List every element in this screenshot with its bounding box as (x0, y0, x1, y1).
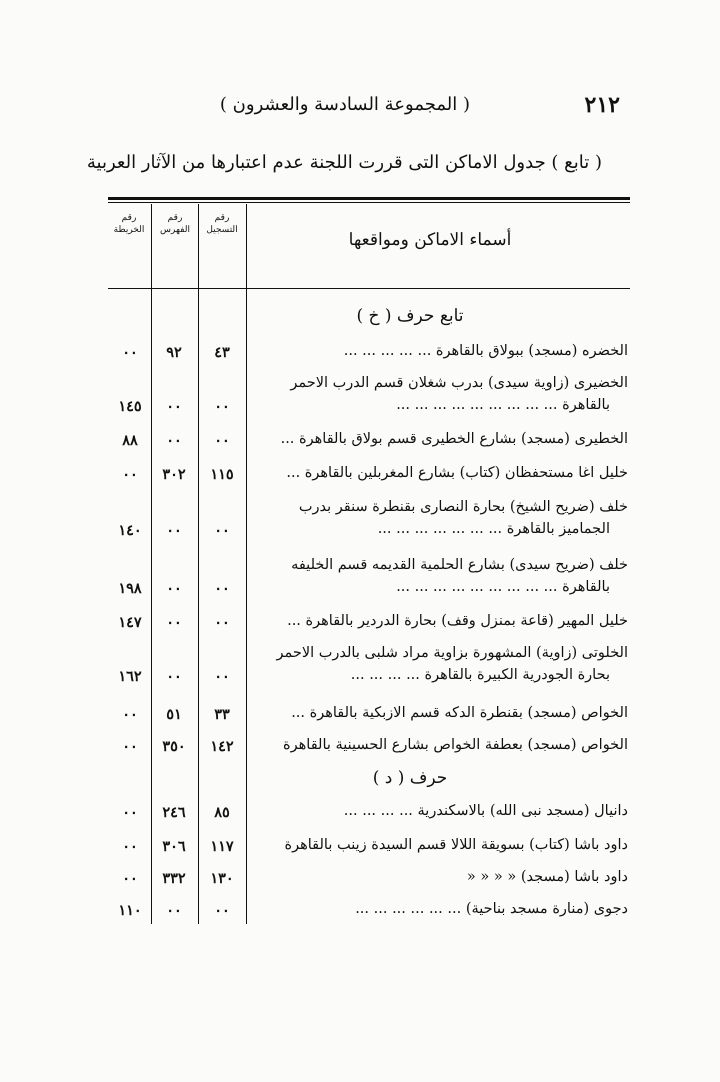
value-col2: ٠٠ (166, 668, 182, 685)
value-col2: ٩٢ (166, 344, 182, 361)
page-header (108, 92, 620, 126)
value-col3: ٨٨ (122, 432, 138, 449)
place-name: خلف (ضريح الشيخ) بحارة النصارى بقنطرة سنقر بدرب الجماميز بالقاهرة ... ... ... ... ... ... ... (298, 499, 628, 537)
value-col1: ٨٥ (214, 804, 230, 821)
page-number: ٢١٢ (584, 92, 620, 118)
value-col1: ٠٠ (214, 614, 230, 631)
value-col1: ١٤٢ (210, 738, 234, 755)
column-header-names: أسماء الاماكن ومواقعها (348, 230, 512, 250)
table-row (108, 898, 628, 922)
value-col2: ٠٠ (166, 614, 182, 631)
value-col1: ١١٧ (210, 838, 234, 855)
value-col1: ١١٥ (210, 466, 234, 483)
table-top-rule-thin (108, 202, 630, 203)
table-row (108, 496, 628, 542)
value-col2: ٠٠ (166, 432, 182, 449)
table-row (108, 340, 628, 364)
value-col3: ٠٠ (122, 344, 138, 361)
value-col3: ١٤٧ (118, 614, 142, 631)
place-name: داود باشا (كتاب) بسويقة اللالا قسم السيدة زينب بالقاهرة (284, 837, 628, 853)
value-col2: ٠٠ (166, 902, 182, 919)
place-name: خلف (ضريح سيدى) بشارع الحلمية القديمه قسم الخليفه بالقاهرة ... ... ... ... ... ... ... ... ... (291, 557, 628, 595)
value-col2: ٣٣٢ (162, 870, 186, 887)
section-heading-d: حرف ( د ) (372, 768, 448, 788)
value-col3: ١٤٠ (118, 522, 142, 539)
table-top-rule (108, 197, 630, 200)
table-row (108, 734, 628, 758)
section-title: ( المجموعة السادسة والعشرون ) (219, 94, 470, 115)
value-col1: ٤٣ (214, 344, 230, 361)
value-col2: ٠٠ (166, 580, 182, 597)
value-col2: ٣٥٠ (162, 738, 186, 755)
value-col2: ٣٠٢ (162, 466, 186, 483)
value-col1: ٠٠ (214, 580, 230, 597)
column-header-col2: رقم الفهرس (160, 213, 190, 235)
table-title: ( تابع ) جدول الاماكن التى قررت اللجنة عدم اعتبارها من الآثار العربية (86, 152, 602, 173)
value-col3: ٠٠ (122, 870, 138, 887)
value-col3: ١٦٢ (118, 668, 142, 685)
place-name: دجوى (منارة مسجد بناحية) ... ... ... ... ... ... (355, 901, 628, 917)
section-heading-kh: تابع حرف ( خ ) (356, 306, 464, 326)
table-row (108, 610, 628, 634)
value-col1: ١٣٠ (210, 870, 234, 887)
table-row (108, 866, 628, 890)
value-col3: ١١٠ (118, 902, 142, 919)
column-header-col1: رقم الخريطة (113, 213, 145, 235)
header-divider-rule (108, 288, 630, 289)
value-col3: ١٤٥ (118, 398, 142, 415)
place-name: دانيال (مسجد نبى الله) بالاسكندرية ... ... ... ... (343, 803, 628, 819)
place-name: الخطيرى (مسجد) بشارع الخطيرى قسم بولاق بالقاهرة ... (280, 431, 628, 447)
value-col1: ٠٠ (214, 432, 230, 449)
value-col2: ٣٠٦ (162, 838, 186, 855)
place-name: الخواص (مسجد) بقنطرة الدكه قسم الازبكية بالقاهرة ... (291, 705, 628, 721)
value-col1: ٠٠ (214, 398, 230, 415)
table-row (108, 372, 628, 418)
place-name: الخلوتى (زاوية) المشهورة بزاوية مراد شلبى بالدرب الاحمر بحارة الجودرية الكبيرة بالقاهرة ... ... ... ... (276, 645, 628, 683)
table-row (108, 800, 628, 824)
value-col2: ٠٠ (166, 522, 182, 539)
value-col2: ٢٤٦ (162, 804, 186, 821)
place-name: الخضيرى (زاوية سيدى) بدرب شغلان قسم الدرب الاحمر بالقاهرة ... ... ... ... ... ... ... ... ... (290, 375, 628, 413)
value-col1: ٣٣ (214, 706, 230, 723)
value-col3: ٠٠ (122, 738, 138, 755)
table-row (108, 554, 628, 600)
value-col3: ٠٠ (122, 706, 138, 723)
value-col1: ٠٠ (214, 522, 230, 539)
table-row (108, 642, 628, 688)
table-row (108, 702, 628, 726)
table-row (108, 462, 628, 486)
value-col2: ٥١ (166, 706, 182, 723)
place-name: داود باشا (مسجد) « « « « (466, 869, 628, 885)
value-col1: ٠٠ (214, 902, 230, 919)
value-col1: ٠٠ (214, 668, 230, 685)
value-col3: ٠٠ (122, 838, 138, 855)
value-col2: ٠٠ (166, 398, 182, 415)
place-name: الخضره (مسجد) ببولاق بالقاهرة ... ... ... ... ... (343, 343, 628, 359)
place-name: الخواص (مسجد) بعطفة الخواص بشارع الحسينية بالقاهرة (283, 737, 628, 753)
table-row (108, 834, 628, 858)
place-name: خليل المهير (قاعة بمنزل وقف) بحارة الدردير بالقاهرة ... (287, 613, 628, 629)
value-col3: ٠٠ (122, 466, 138, 483)
place-name: خليل اغا مستحفظان (كتاب) بشارع المغربلين بالقاهرة ... (286, 465, 628, 481)
value-col3: ١٩٨ (118, 580, 142, 597)
table-row (108, 428, 628, 452)
column-header-col3: رقم التسجيل (206, 213, 238, 235)
value-col3: ٠٠ (122, 804, 138, 821)
